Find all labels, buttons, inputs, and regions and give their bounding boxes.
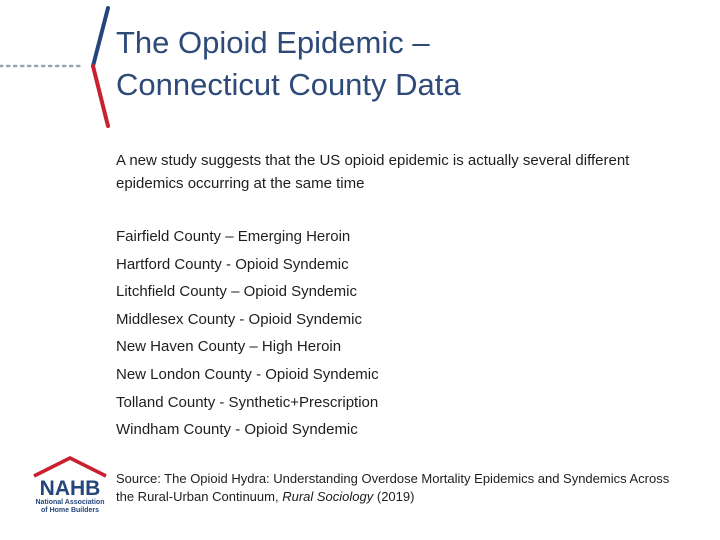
- county-item: Tolland County - Synthetic+Prescription: [116, 393, 379, 411]
- logo-line-1: National Association: [35, 499, 105, 506]
- decorative-bracket: [0, 0, 120, 135]
- county-item: Fairfield County – Emerging Heroin: [116, 228, 351, 245]
- county-item: New Haven County – High Heroin: [116, 338, 342, 356]
- county-list: [116, 223, 379, 444]
- logo-name: NAHB: [39, 477, 101, 500]
- county-item: Windham County - Opioid Syndemic: [116, 421, 358, 439]
- logo-roof-icon: [34, 458, 106, 476]
- nahb-logo: [27, 455, 113, 515]
- source-citation: [116, 470, 676, 506]
- slide-title: [116, 22, 706, 106]
- county-item: Hartford County - Opioid Syndemic: [116, 255, 349, 273]
- county-item: Middlesex County - Opioid Syndemic: [116, 310, 362, 328]
- source-journal: Rural Sociology: [282, 489, 374, 504]
- county-item: Litchfield County – Opioid Syndemic: [116, 283, 357, 301]
- title-line-1: The Opioid Epidemic –: [116, 25, 430, 60]
- title-line-2: Connecticut County Data: [116, 67, 461, 102]
- source-suffix: (2019): [373, 489, 415, 504]
- intro-text: A new study suggests that the US opioid epidemic is actually several different epidemics occurring at the same time: [116, 152, 630, 192]
- source-prefix: Source: The Opioid Hydra: Understanding Overdose Mortality Epidemics and Syndemics Across the Rural-Urban Continuum,: [116, 471, 670, 504]
- county-item: New London County - Opioid Syndemic: [116, 365, 379, 383]
- logo-line-2: of Home Builders: [41, 507, 99, 514]
